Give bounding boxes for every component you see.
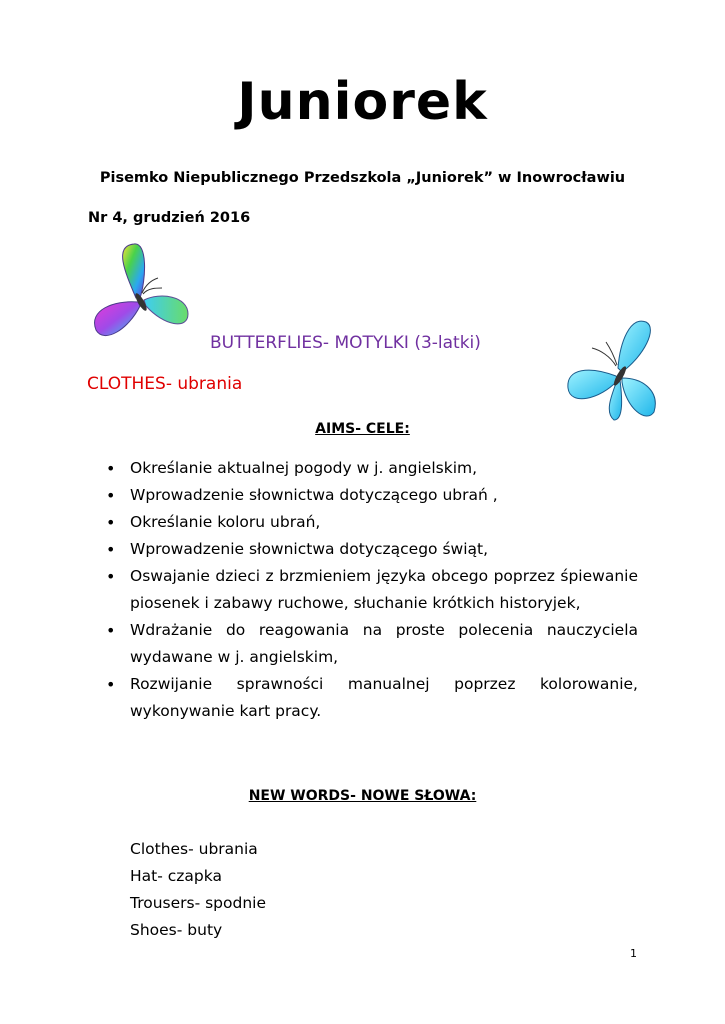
word-item: Trousers- spodnie [130, 894, 267, 912]
group-title: BUTTERFLIES- MOTYLKI (3-latki) [210, 333, 481, 353]
word-item: Clothes- ubrania [130, 840, 258, 858]
topic-title: CLOTHES- ubrania [87, 374, 243, 394]
word-item: Hat- czapka [130, 867, 222, 885]
page-number: 1 [630, 947, 637, 960]
list-item: • Rozwijanie sprawności manualnej poprzez kolorowanie, wykonywanie kart pracy. [104, 671, 638, 725]
new-words-heading: NEW WORDS- NOWE SŁOWA: [248, 788, 477, 804]
new-words-list [130, 836, 266, 944]
rainbow-butterfly-icon [84, 240, 194, 348]
list-item: • Oswajanie dzieci z brzmieniem języka obcego poprzez śpiewanie piosenek i zabawy ruchowe, słuchanie krótkich historyjek, [104, 563, 638, 617]
word-item: Shoes- buty [130, 921, 223, 939]
blue-butterfly-icon [560, 316, 664, 424]
list-item: • Określanie koloru ubrań, [104, 509, 638, 536]
aims-heading: AIMS- CELE: [315, 421, 410, 437]
issue-info: Nr 4, grudzień 2016 [88, 210, 251, 226]
list-item: • Określanie aktualnej pogody w j. angielskim, [104, 455, 638, 482]
newsletter-title: Juniorek [237, 72, 488, 132]
aims-list [104, 455, 638, 725]
list-item: • Wdrażanie do reagowania na proste polecenia nauczyciela wydawane w j. angielskim, [104, 617, 638, 671]
list-item: • Wprowadzenie słownictwa dotyczącego świąt, [104, 536, 638, 563]
list-item: • Wprowadzenie słownictwa dotyczącego ubrań , [104, 482, 638, 509]
newsletter-subtitle: Pisemko Niepublicznego Przedszkola „Juniorek” w Inowrocławiu [99, 170, 626, 186]
